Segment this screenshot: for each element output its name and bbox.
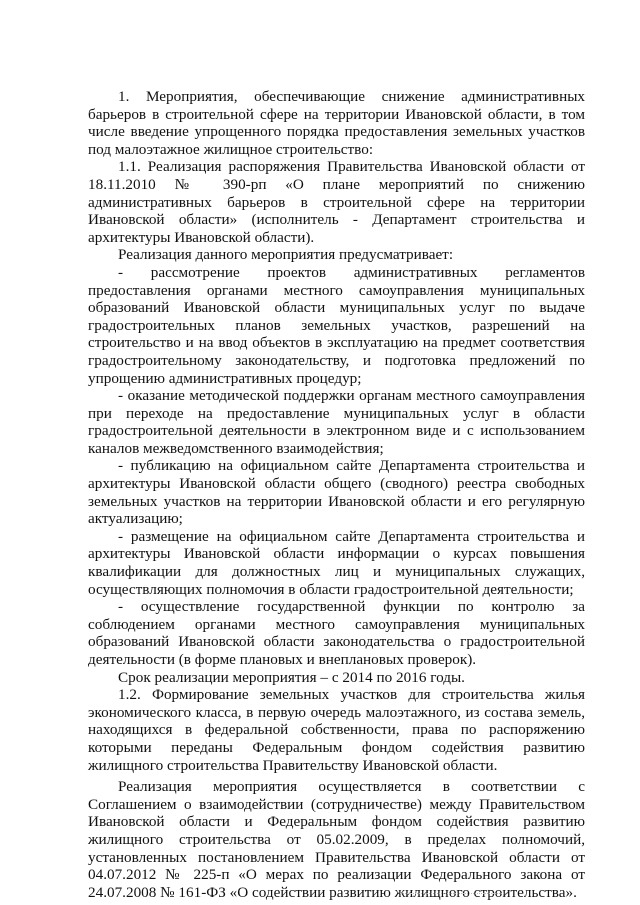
paragraph-term: Срок реализации мероприятия – с 2014 по 2016 годы. bbox=[118, 668, 465, 686]
paragraph-section-1: 1. Мероприятия, обеспечивающие снижение административных барьеров в строительной сфере на территории Ивановской области, в том числе введение упрощенного порядка предоставления земельных участков под малоэтажное жилищное строительство: bbox=[88, 88, 585, 158]
paragraph-bullet-regulations: - рассмотрение проектов административных регламентов предоставления органами местного самоуправления муниципальных образований Ивановской области муниципальных услуг по выдаче градостроительных планов земельных участков, разрешений на строительство и на ввод объектов в эксплуатацию на предмет соответствия градостроительному законодательству, и подготовка предложений по упрощению административных процедур; bbox=[88, 263, 585, 387]
paragraph-implementation-intro: Реализация данного мероприятия предусматривает: bbox=[118, 246, 454, 264]
paragraph-item-1-2: 1.2. Формирование земельных участков для строительства жилья экономического класса, в первую очередь малоэтажного, из состава земель, находящихся в федеральной собственности, права по распоряжению которыми переданы Федеральным фондом содействия развитию жилищного строительства Правительству Ивановской области. bbox=[88, 686, 585, 774]
paragraph-item-1-1: 1.1. Реализация распоряжения Правительства Ивановской области от 18.11.2010 № 390-рп «О плане мероприятий по снижению административных барьеров в строительной сфере на территории Ивановской области» (исполнитель - Департамент строительства и архитектуры Ивановской области). bbox=[88, 158, 585, 246]
scan-artifact bbox=[400, 893, 510, 896]
paragraph-bullet-control: - осуществление государственной функции по контролю за соблюдением органами местного самоуправления муниципальных образований Ивановской области законодательства о градостроительной деятельности (в форме плановых и внеплановых проверок). bbox=[88, 598, 585, 668]
paragraph-bullet-methodical-support: - оказание методической поддержки органам местного самоуправления при переходе на предоставление муниципальных услуг в области градостроительной деятельности в электронном виде и с использованием каналов межведомственного взаимодействия; bbox=[88, 387, 585, 457]
paragraph-bullet-courses: - размещение на официальном сайте Департамента строительства и архитектуры Ивановской области информации о курсах повышения квалификации для должностных лиц и муниципальных служащих, осуществляющих полномочия в области градостроительной деятельности; bbox=[88, 527, 585, 598]
paragraph-bullet-publication: - публикацию на официальном сайте Департамента строительства и архитектуры Ивановской области общего (сводного) реестра свободных земельных участков на территории Ивановской области и его регулярную актуализацию; bbox=[88, 457, 585, 528]
paragraph-agreement: Реализация мероприятия осуществляется в соответствии с Соглашением о взаимодействии (сотрудничестве) между Правительством Ивановской области и Федеральным фондом содействия развитию жилищного строительства от 05.02.2009, в пределах полномочий, установленных постановлением Правительства Ивановской области от 04.07.2012 № 225-п «О мерах по реализации Федерального закона от 24.07.2008 № 161-ФЗ «О содействии развитию жилищного строительства». bbox=[88, 778, 585, 901]
